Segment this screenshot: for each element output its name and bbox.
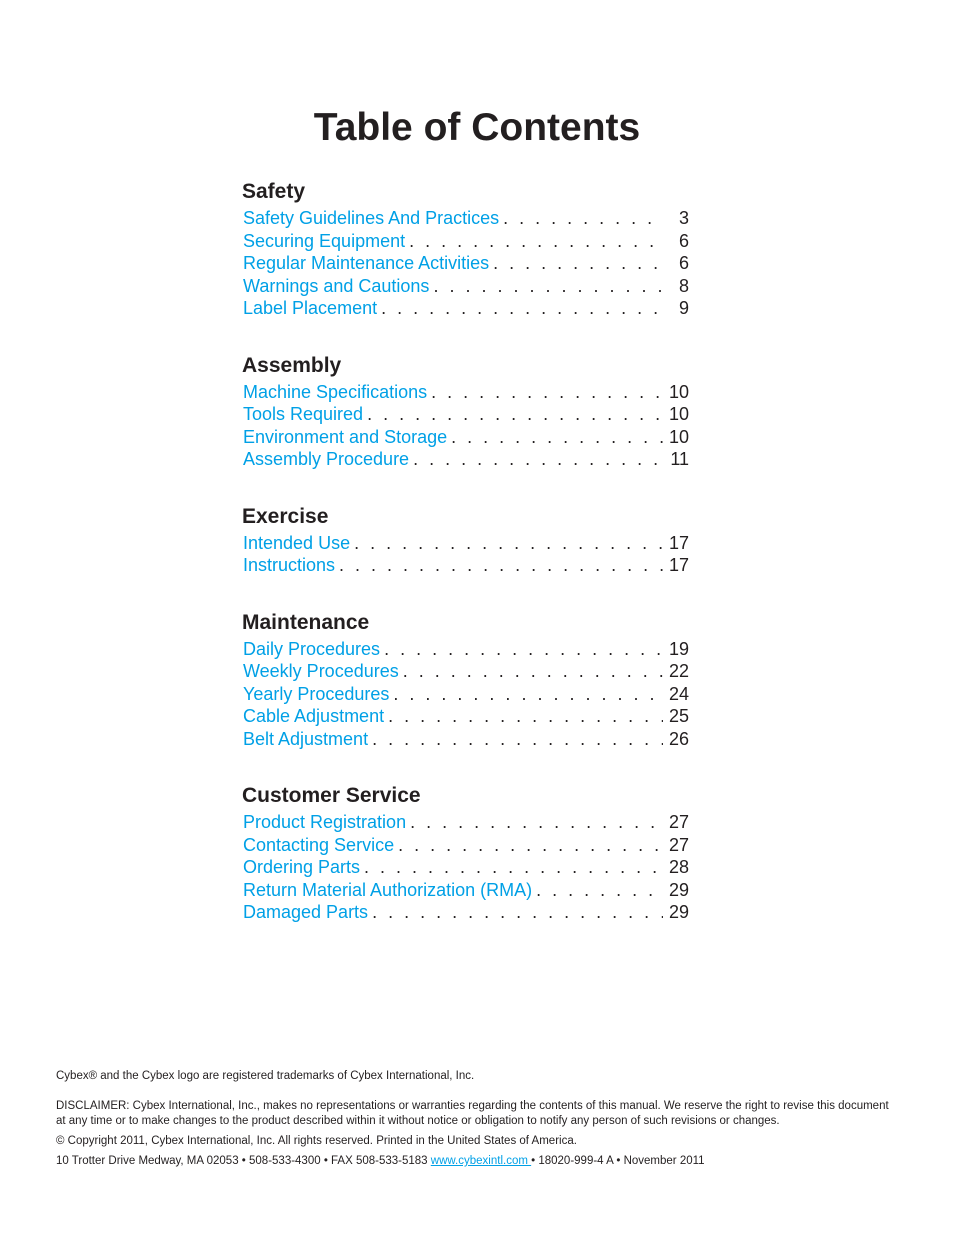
document-info: • 18020-999-4 A • November 2011 <box>531 1155 705 1167</box>
page-number: 27 <box>668 834 689 855</box>
toc-entry-link[interactable]: Return Material Authorization (RMA) <box>243 879 533 900</box>
toc-entry[interactable] <box>242 230 689 253</box>
page-number: 22 <box>668 661 689 681</box>
toc-entry-link[interactable]: Machine Specifications <box>243 381 428 402</box>
dot-leader <box>503 207 663 230</box>
page-number: 17 <box>668 555 689 575</box>
page-number: 24 <box>668 683 689 704</box>
toc-section-safety <box>242 177 689 320</box>
page-number: 10 <box>668 404 689 424</box>
page-number: 19 <box>668 638 689 659</box>
toc-entry[interactable] <box>242 252 689 275</box>
toc-entry-link[interactable]: Instructions <box>243 555 336 575</box>
dot-leader <box>381 297 663 320</box>
dot-leader <box>372 728 663 751</box>
toc-entry[interactable] <box>242 834 689 857</box>
toc-entry-link[interactable]: Securing Equipment <box>243 230 406 251</box>
dot-leader <box>493 252 663 275</box>
page-number: 25 <box>668 706 689 726</box>
page-number: 8 <box>678 275 689 296</box>
trademark-notice: Cybex® and the Cybex logo are registered trademarks of Cybex International, Inc. <box>56 1070 475 1082</box>
toc-section-customer-service <box>242 781 689 924</box>
toc-entry[interactable] <box>242 532 689 555</box>
toc-entry[interactable] <box>242 811 689 834</box>
toc-entry-link[interactable]: Warnings and Cautions <box>243 275 430 296</box>
toc-entry[interactable] <box>242 207 689 230</box>
dot-leader <box>384 638 663 661</box>
dot-leader <box>409 230 663 253</box>
dot-leader <box>372 901 663 924</box>
section-heading: Customer Service <box>242 784 421 807</box>
toc-entry-link[interactable]: Intended Use <box>243 532 351 553</box>
toc-entry[interactable] <box>242 554 689 577</box>
page-title: Table of Contents <box>313 106 641 150</box>
dot-leader <box>536 879 663 902</box>
dot-leader <box>354 532 663 555</box>
toc-entry-link[interactable]: Ordering Parts <box>243 857 361 877</box>
toc-entry[interactable] <box>242 403 689 426</box>
section-heading: Safety <box>242 180 306 203</box>
dot-leader <box>431 381 663 404</box>
page-number: 11 <box>670 449 689 469</box>
dot-leader <box>364 856 663 879</box>
dot-leader <box>393 683 663 706</box>
toc-entry[interactable] <box>242 448 689 471</box>
dot-leader <box>410 811 663 834</box>
toc-entry[interactable] <box>242 683 689 706</box>
toc-entry[interactable] <box>242 856 689 879</box>
toc-entry-link[interactable]: Cable Adjustment <box>243 706 385 726</box>
section-heading: Assembly <box>242 353 342 377</box>
page-number: 10 <box>668 381 689 402</box>
dot-leader <box>433 275 663 298</box>
toc-entry[interactable] <box>242 426 689 449</box>
dot-leader <box>451 426 663 449</box>
toc-entry-link[interactable]: Regular Maintenance Activities <box>243 253 490 273</box>
toc-entry[interactable] <box>242 901 689 924</box>
page-number: 17 <box>668 532 689 553</box>
toc-section-exercise <box>242 502 689 577</box>
copyright-notice: © Copyright 2011, Cybex International, Inc. All rights reserved. Printed in the United States of America. <box>56 1135 577 1147</box>
website-link[interactable]: www.cybexintl.com <box>430 1155 532 1167</box>
toc-entry-link[interactable]: Belt Adjustment <box>243 728 369 749</box>
dot-leader <box>367 403 663 426</box>
toc-entry-link[interactable]: Contacting Service <box>243 834 395 855</box>
toc-entry[interactable] <box>242 728 689 751</box>
toc-entry-link[interactable]: Product Registration <box>243 812 407 832</box>
toc-entry-link[interactable]: Safety Guidelines And Practices <box>243 208 500 228</box>
table-of-contents <box>242 177 689 955</box>
toc-entry-link[interactable]: Damaged Parts <box>243 902 369 922</box>
toc-entry-link[interactable]: Tools Required <box>243 404 364 424</box>
toc-section-maintenance <box>242 608 689 751</box>
page-number: 29 <box>668 879 689 900</box>
toc-entry[interactable] <box>242 275 689 298</box>
page-number: 28 <box>668 857 689 877</box>
page-number: 6 <box>678 230 689 251</box>
toc-entry[interactable] <box>242 705 689 728</box>
toc-section-assembly <box>242 351 689 471</box>
toc-entry-link[interactable]: Weekly Procedures <box>243 661 399 681</box>
toc-entry-link[interactable]: Yearly Procedures <box>243 683 390 704</box>
dot-leader <box>398 834 663 857</box>
page-number: 3 <box>678 208 689 228</box>
contact-line <box>56 1154 896 1169</box>
page-number: 6 <box>678 253 689 273</box>
page-number: 26 <box>668 728 689 749</box>
toc-entry[interactable] <box>242 638 689 661</box>
toc-entry[interactable] <box>242 879 689 902</box>
page-number: 10 <box>668 426 689 447</box>
toc-entry-link[interactable]: Environment and Storage <box>243 426 448 447</box>
page-number: 29 <box>668 902 689 922</box>
page-number: 27 <box>668 812 689 832</box>
dot-leader <box>388 705 663 728</box>
section-heading: Exercise <box>242 504 329 528</box>
page-number: 9 <box>678 298 689 318</box>
disclaimer-text: DISCLAIMER: Cybex International, Inc., makes no representations or warranties regarding the contents of this manual. We reserve the right to revise this document at any time or to make changes to the product described within it without notice or obligation to notify any person of such revisions or changes. <box>56 1100 889 1127</box>
dot-leader <box>403 660 663 683</box>
toc-entry-link[interactable]: Assembly Procedure <box>243 449 410 469</box>
toc-entry[interactable] <box>242 381 689 404</box>
toc-entry[interactable] <box>242 660 689 683</box>
toc-entry-link[interactable]: Daily Procedures <box>243 638 381 659</box>
company-address: 10 Trotter Drive Medway, MA 02053 • 508-533-4300 • FAX 508-533-5183 <box>56 1155 431 1167</box>
toc-entry-link[interactable]: Label Placement <box>243 298 378 318</box>
toc-entry[interactable] <box>242 297 689 320</box>
page-footer <box>56 1069 896 1169</box>
dot-leader <box>413 448 663 471</box>
section-heading: Maintenance <box>242 610 370 634</box>
dot-leader <box>339 554 663 577</box>
